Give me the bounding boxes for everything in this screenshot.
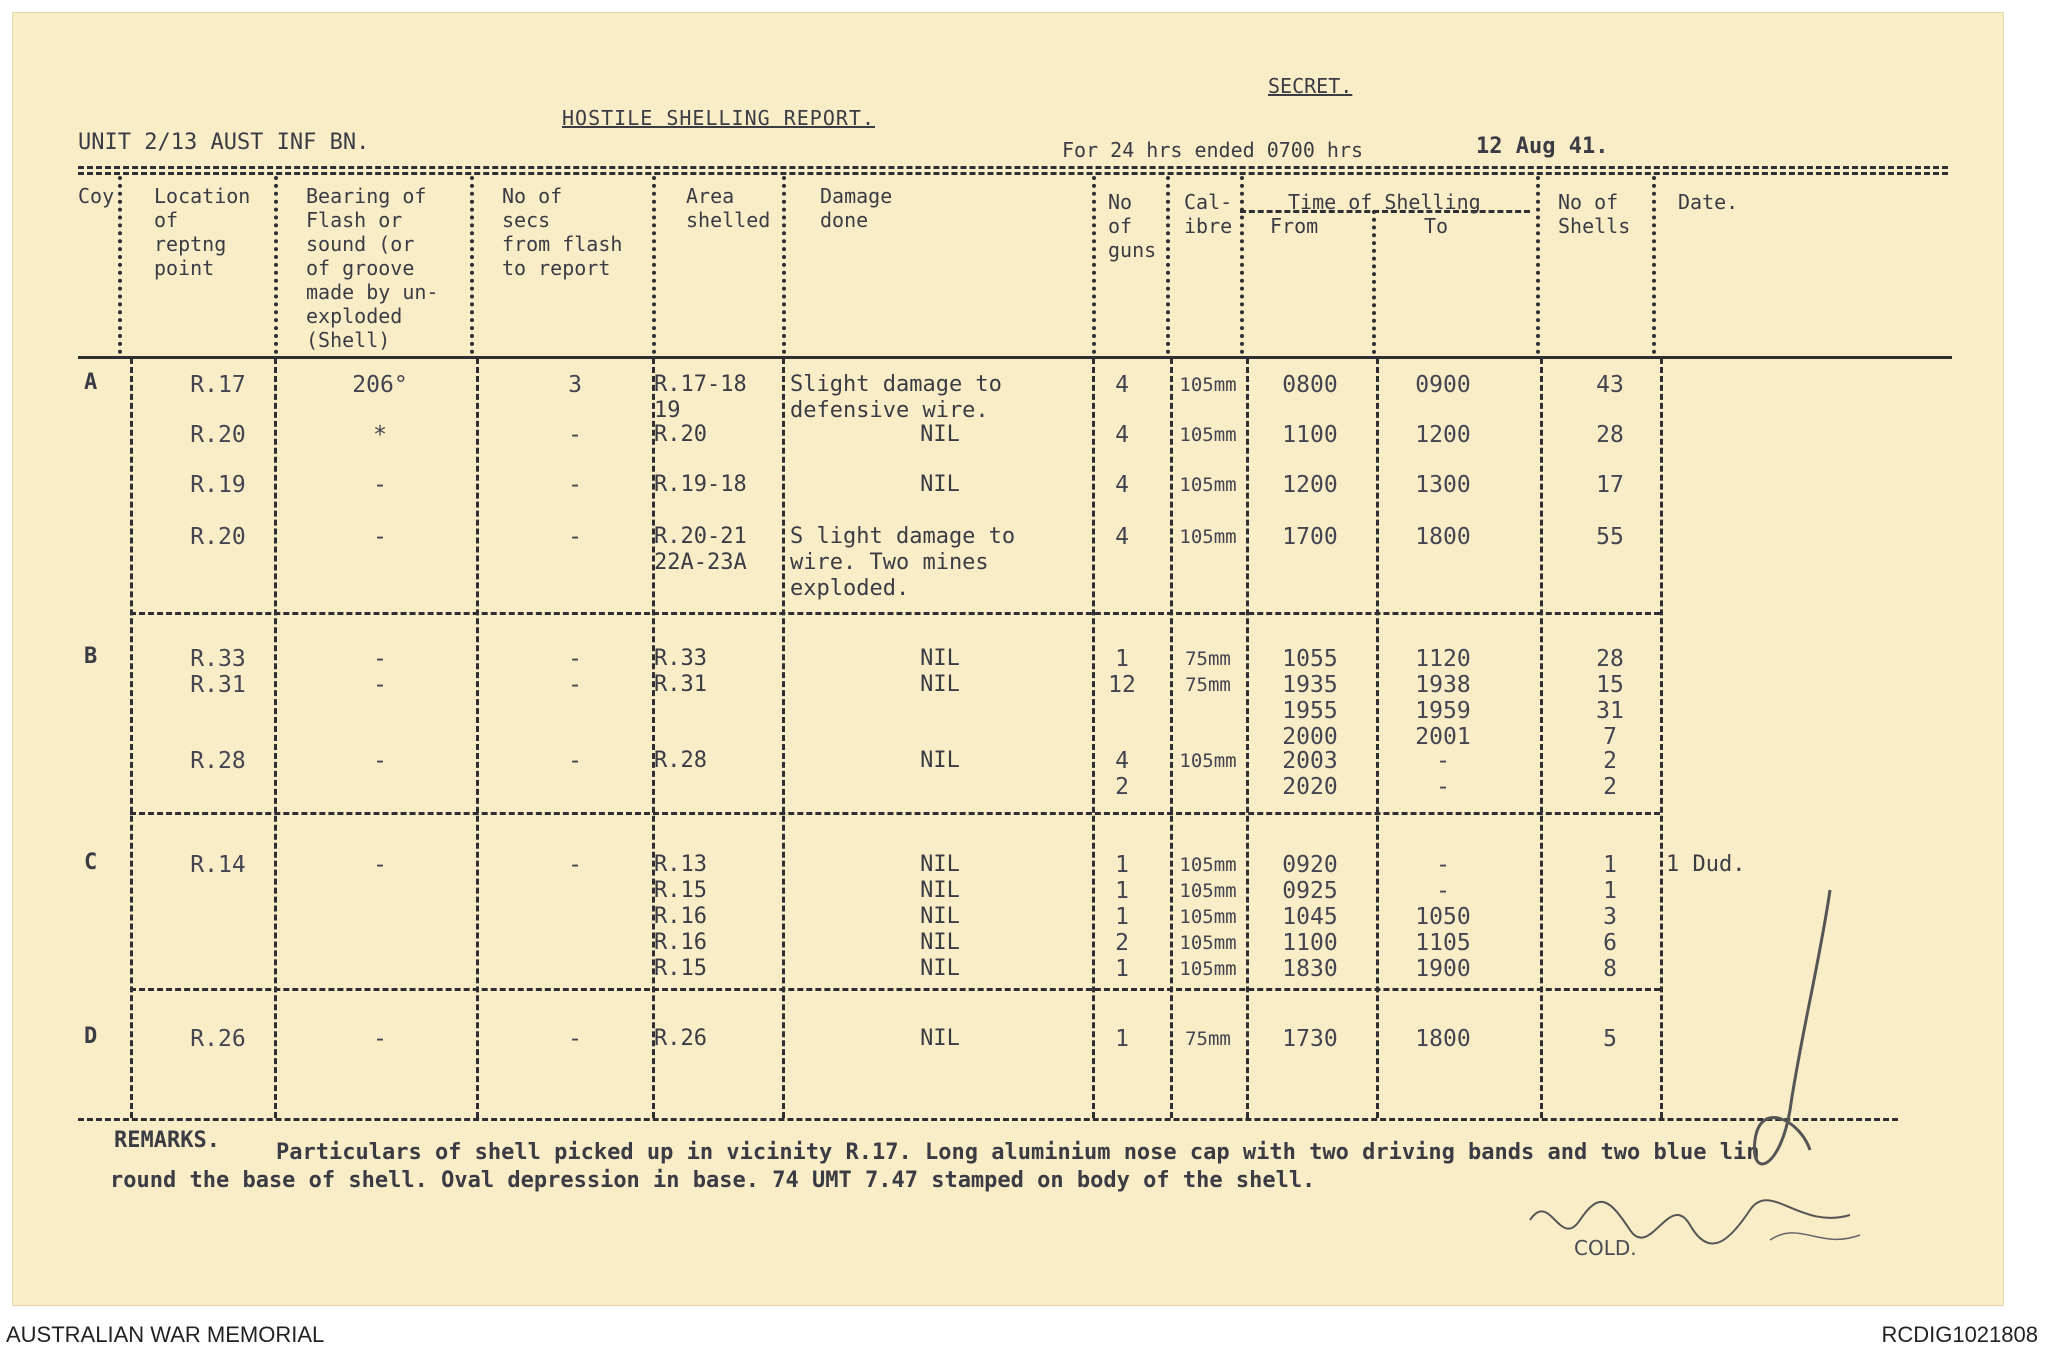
remarks-line-1: Particulars of shell picked up in vicinity R.17. Long aluminium nose cap with two driving bands and two blue lin	[276, 1140, 1760, 1165]
cell-calibre: 75mm	[1185, 1028, 1231, 1050]
cell-guns: 4	[1115, 524, 1129, 550]
cell-calibre: 105mm	[1179, 474, 1237, 496]
cell-shells: 55	[1596, 524, 1624, 550]
cell-location: R.20	[190, 524, 246, 550]
cell-secs: -	[568, 748, 582, 774]
cell-area: R.13 R.15 R.16 R.16 R.15	[654, 852, 707, 981]
cell-coy: B	[84, 644, 98, 669]
cell-from: 0800	[1282, 372, 1338, 398]
cell-damage: NIL	[920, 1026, 960, 1051]
remarks-line-2: round the base of shell. Oval depression in base. 74 UMT 7.47 stamped on body of the shell.	[110, 1168, 1316, 1193]
cell-damage: NIL	[920, 748, 960, 773]
col-rule	[130, 358, 133, 1118]
cell-secs: -	[568, 852, 582, 878]
cell-shells: 17	[1596, 472, 1624, 498]
cell-guns: 4	[1115, 472, 1129, 498]
col-rule	[1372, 210, 1376, 354]
cell-location: R.14	[190, 852, 246, 878]
col-rule	[1652, 176, 1656, 354]
signature-rank: COLD.	[1574, 1236, 1637, 1260]
col-header-damage: Damage done	[820, 184, 893, 232]
col-rule	[652, 176, 656, 354]
cell-area: R.33 R.31	[654, 646, 707, 697]
cell-location: R.28	[190, 748, 246, 774]
cell-from: 1055 1935 1955 2000	[1282, 646, 1338, 750]
unit-label: UNIT 2/13 AUST INF BN.	[78, 130, 370, 155]
cell-coy: C	[84, 850, 98, 875]
cell-guns: 1	[1115, 1026, 1129, 1052]
col-header-to: To	[1424, 214, 1449, 238]
col-header-secs: No of secs from flash to report	[502, 184, 623, 280]
cell-shells: 28 15 31 7	[1596, 646, 1624, 750]
col-rule	[782, 176, 786, 354]
coy-b-c-divider	[130, 812, 1660, 815]
header-top-rule-2	[78, 172, 1948, 175]
cell-from: 1730	[1282, 1026, 1338, 1052]
cell-shells: 28	[1596, 422, 1624, 448]
header-bottom-rule	[78, 356, 1952, 359]
cell-secs: -	[568, 524, 582, 550]
cell-guns: 4	[1115, 422, 1129, 448]
col-header-calibre: Cal- ibre	[1184, 190, 1233, 238]
col-rule	[470, 176, 474, 354]
col-header-location: Location of reptng point	[154, 184, 251, 280]
coy-a-b-divider	[130, 612, 1660, 615]
remarks-label: REMARKS.	[114, 1128, 220, 1153]
coy-c-d-divider	[130, 988, 1660, 991]
cell-from: 1700	[1282, 524, 1338, 550]
cell-damage: S light damage to wire. Two mines exploded.	[790, 524, 1016, 601]
col-rule	[1092, 176, 1096, 354]
col-rule	[782, 358, 785, 1118]
cell-location: R.17	[190, 372, 246, 398]
cell-guns: 4	[1115, 372, 1129, 398]
cell-date: 1 Dud.	[1666, 852, 1746, 877]
cell-area: R.17-18 19	[654, 372, 747, 423]
col-header-bearing: Bearing of Flash or sound (or of groove made by un- exploded (Shell)	[306, 184, 439, 352]
cell-calibre: 105mm 105mm 105mm 105mm 105mm	[1179, 854, 1237, 980]
cell-location: R.33 R.31	[190, 646, 246, 698]
col-rule	[274, 176, 278, 354]
cell-bearing: -	[373, 748, 387, 774]
cell-bearing: 206°	[352, 372, 408, 398]
cell-shells: 1 1 3 6 8	[1603, 852, 1617, 982]
cell-area: R.20	[654, 422, 707, 447]
cell-to: 1800	[1415, 524, 1471, 550]
cell-to: 1300	[1415, 472, 1471, 498]
pencil-tick-mark	[1730, 880, 1850, 1220]
cell-shells: 2 2	[1603, 748, 1617, 800]
cell-secs: - -	[568, 646, 582, 698]
col-rule	[1240, 176, 1244, 354]
cell-area: R.20-21 22A-23A	[654, 524, 747, 575]
col-rule	[1536, 176, 1540, 354]
report-date: 12 Aug 41.	[1476, 134, 1609, 159]
col-header-shells: No of Shells	[1558, 190, 1631, 238]
cell-damage: NIL NIL NIL NIL NIL	[920, 852, 960, 981]
cell-bearing: - -	[373, 646, 387, 698]
cell-coy: A	[84, 370, 98, 395]
cell-shells: 5	[1603, 1026, 1617, 1052]
cell-bearing: -	[373, 524, 387, 550]
footer-id: RCDIG1021808	[1881, 1322, 2038, 1347]
cell-to: 0900	[1415, 372, 1471, 398]
col-header-time: Time of Shelling	[1288, 190, 1481, 214]
report-title: HOSTILE SHELLING REPORT.	[562, 106, 875, 130]
cell-secs: 3	[568, 372, 582, 398]
cell-to: 1120 1938 1959 2001	[1415, 646, 1471, 750]
cell-secs: -	[568, 472, 582, 498]
secret-classification: SECRET.	[1268, 74, 1353, 98]
footer-source: AUSTRALIAN WAR MEMORIAL	[6, 1322, 325, 1347]
cell-coy: D	[84, 1024, 98, 1049]
period-label: For 24 hrs ended 0700 hrs	[1062, 138, 1364, 162]
col-header-date: Date.	[1678, 190, 1739, 214]
col-header-guns: No of guns	[1108, 190, 1157, 262]
cell-area: R.19-18	[654, 472, 747, 497]
table-bottom-rule	[78, 1118, 1898, 1121]
cell-calibre: 75mm 75mm	[1185, 648, 1231, 696]
cell-from: 2003 2020	[1282, 748, 1338, 800]
cell-calibre: 105mm	[1179, 424, 1237, 446]
cell-location: R.20	[190, 422, 246, 448]
cell-area: R.28	[654, 748, 707, 773]
col-header-area: Area shelled	[686, 184, 771, 232]
cell-from: 1200	[1282, 472, 1338, 498]
cell-guns: 1 1 1 2 1	[1115, 852, 1129, 982]
cell-secs: -	[568, 1026, 582, 1052]
col-header-coy: Coy	[78, 184, 115, 208]
cell-from: 1100	[1282, 422, 1338, 448]
cell-damage: Slight damage to defensive wire.	[790, 372, 1002, 423]
cell-to: - - 1050 1105 1900	[1415, 852, 1471, 982]
cell-bearing: *	[373, 422, 387, 448]
cell-damage: NIL	[920, 472, 960, 497]
col-rule	[1166, 176, 1170, 354]
cell-location: R.19	[190, 472, 246, 498]
cell-bearing: -	[373, 852, 387, 878]
cell-calibre: 105mm	[1179, 750, 1237, 772]
cell-damage: NIL NIL	[920, 646, 960, 697]
cell-shells: 43	[1596, 372, 1624, 398]
cell-damage: NIL	[920, 422, 960, 447]
cell-to: 1200	[1415, 422, 1471, 448]
cell-secs: -	[568, 422, 582, 448]
cell-area: R.26	[654, 1026, 707, 1051]
cell-bearing: -	[373, 1026, 387, 1052]
cell-calibre: 105mm	[1179, 526, 1237, 548]
cell-bearing: -	[373, 472, 387, 498]
cell-location: R.26	[190, 1026, 246, 1052]
col-rule	[476, 358, 479, 1118]
col-header-from: From	[1270, 214, 1319, 238]
cell-guns: 1 12	[1108, 646, 1136, 698]
cell-to: - -	[1436, 748, 1450, 800]
header-top-rule	[78, 166, 1948, 169]
col-rule	[118, 176, 122, 354]
cell-from: 0920 0925 1045 1100 1830	[1282, 852, 1338, 982]
cell-guns: 4 2	[1115, 748, 1129, 800]
cell-calibre: 105mm	[1179, 374, 1237, 396]
cell-to: 1800	[1415, 1026, 1471, 1052]
